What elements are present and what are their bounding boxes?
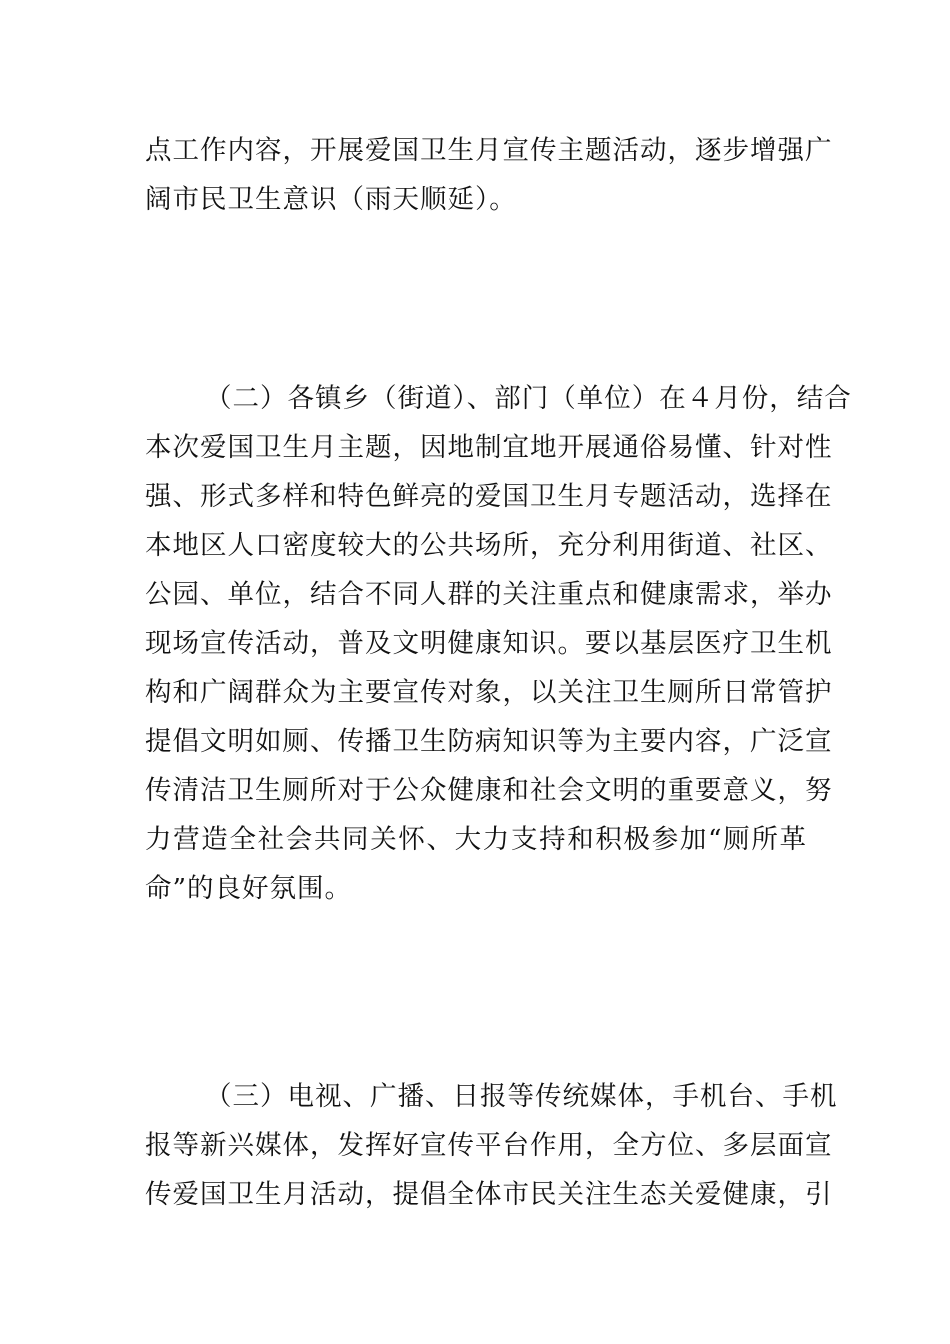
paragraph-2-line-10: 力营造全社会共同关怀、大力支持和积极参加“厕所革: [145, 824, 807, 855]
paragraph-2-line-1: （二）各镇乡（街道）、部门（单位）在４月份，结合: [205, 383, 852, 414]
paragraph-3-line-1: （三）电视、广播、日报等传统媒体，手机台、手机: [205, 1081, 838, 1112]
paragraph-1-line-2: 阔市民卫生意识（雨天顺延）。: [145, 184, 517, 215]
paragraph-3-line-3: 传爱国卫生月活动，提倡全体市民关注生态关爱健康，引: [145, 1179, 833, 1210]
paragraph-2-line-7: 构和广阔群众为主要宣传对象，以关注卫生厕所日常管护: [145, 677, 833, 708]
paragraph-2-line-11: 命”的良好氛围。: [145, 873, 353, 904]
paragraph-1-line-1: 点工作内容，开展爱国卫生月宣传主题活动，逐步增强广: [145, 135, 833, 166]
paragraph-2-line-2: 本次爱国卫生月主题，因地制宜地开展通俗易懂、针对性: [145, 432, 833, 463]
paragraph-2-line-4: 本地区人口密度较大的公共场所，充分利用街道、社区、: [145, 530, 833, 561]
paragraph-3-line-2: 报等新兴媒体，发挥好宣传平台作用，全方位、多层面宣: [145, 1130, 833, 1161]
paragraph-2-line-3: 强、形式多样和特色鲜亮的爱国卫生月专题活动，选择在: [145, 481, 833, 512]
paragraph-2-line-6: 现场宣传活动，普及文明健康知识。要以基层医疗卫生机: [145, 628, 833, 659]
paragraph-2-line-5: 公园、单位，结合不同人群的关注重点和健康需求，举办: [145, 579, 833, 610]
paragraph-2-line-8: 提倡文明如厕、传播卫生防病知识等为主要内容，广泛宣: [145, 726, 833, 757]
paragraph-2-line-9: 传清洁卫生厕所对于公众健康和社会文明的重要意义，努: [145, 775, 833, 806]
